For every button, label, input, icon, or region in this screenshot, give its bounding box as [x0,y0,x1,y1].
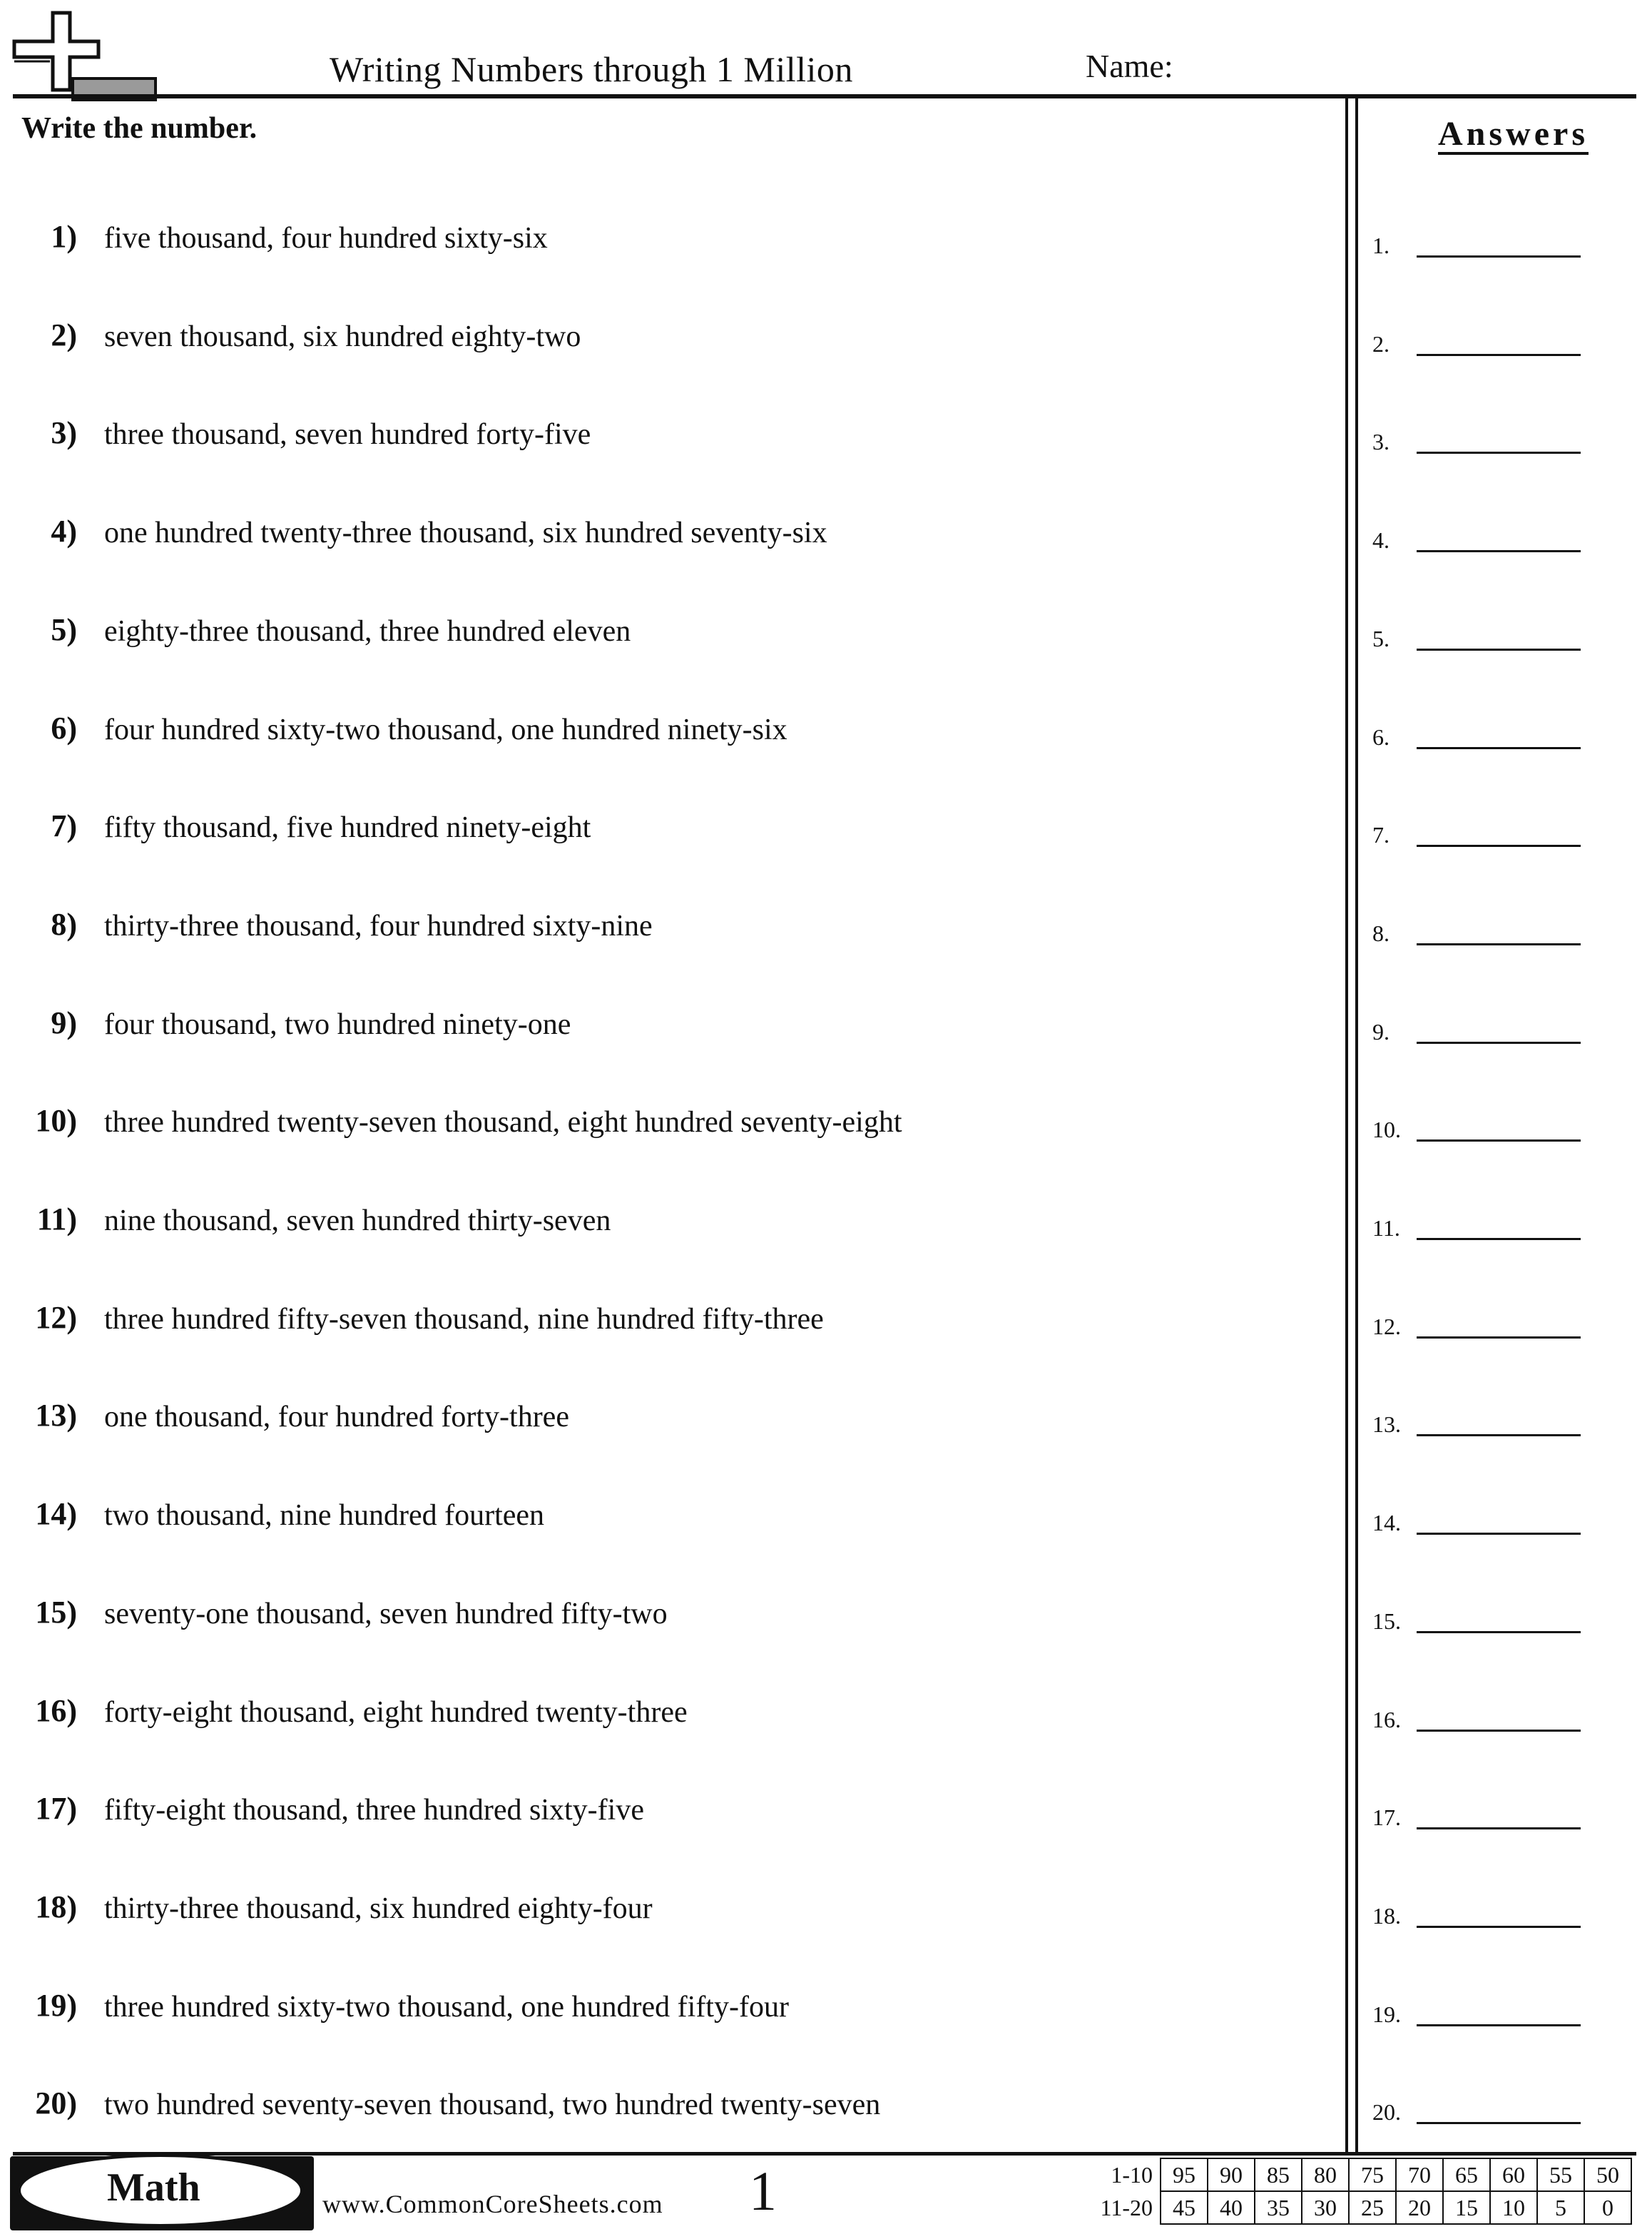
problem-row [0,906,1341,963]
answer-blank[interactable] [1417,649,1581,651]
problem-number: 2) [51,317,77,352]
score-cell: 40 [1208,2191,1255,2224]
problem-row [0,1790,1341,1847]
problem-number: 4) [51,514,77,549]
problem-row [0,1889,1341,1946]
score-cell: 65 [1443,2158,1490,2191]
problem-text: five thousand, four hundred sixty-six [104,222,548,255]
name-label: Name: [1086,48,1173,84]
problem-row [0,2085,1341,2142]
score-row-label: 11-20 [1100,2194,1153,2220]
answer-row [1370,910,1641,968]
score-cell: 85 [1255,2158,1302,2191]
problem-row [0,1005,1341,1062]
answer-row [1370,517,1641,574]
problem-text: two hundred seventy-seven thousand, two hundred twenty-seven [104,2088,881,2122]
problem-number: 11) [36,1202,77,1237]
score-cell: 50 [1584,2158,1631,2191]
answer-number: 4. [1372,527,1390,554]
answer-blank[interactable] [1417,452,1581,454]
answer-number: 2. [1372,330,1390,357]
problem-number: 5) [51,611,77,647]
answer-row [1370,1107,1641,1164]
answer-row [1370,1304,1641,1361]
answer-blank[interactable] [1417,1042,1581,1044]
answer-row [1370,1500,1641,1557]
problem-number: 6) [51,710,77,746]
answer-column-divider-inner [1355,98,1358,2153]
answer-row [1370,2089,1641,2146]
answer-number: 1. [1372,233,1390,258]
problem-row [0,710,1341,767]
answer-column-divider [1345,98,1348,2153]
answer-row [1370,1205,1641,1262]
score-cell: 95 [1161,2158,1208,2191]
score-cell: 10 [1490,2191,1537,2224]
answer-row [1370,1697,1641,1754]
answer-number: 19. [1372,2001,1401,2027]
answer-row [1370,1991,1641,2048]
score-cell: 35 [1255,2191,1302,2224]
answer-number: 12. [1372,1313,1401,1339]
problem-text: fifty-eight thousand, three hundred sixty-five [104,1794,644,1827]
answer-row [1370,812,1641,869]
problem-number: 1) [51,219,77,254]
answer-blank[interactable] [1417,845,1581,847]
answer-number: 20. [1372,2099,1401,2126]
score-cell: 15 [1443,2191,1490,2224]
problem-text: three hundred twenty-seven thousand, eight hundred seventy-eight [104,1106,902,1139]
answer-number: 14. [1372,1510,1401,1536]
problem-text: one hundred twenty-three thousand, six hundred seventy-six [104,517,827,550]
problem-row [0,1397,1341,1454]
answer-blank[interactable] [1417,747,1581,749]
answer-blank[interactable] [1417,1238,1581,1240]
problem-text: seventy-one thousand, seven hundred fifty-two [104,1597,668,1630]
score-cell: 70 [1396,2158,1443,2191]
problem-row [0,415,1341,472]
problem-text: three hundred fifty-seven thousand, nine hundred fifty-three [104,1302,824,1336]
math-logo-text: Math [107,2166,200,2210]
answer-blank[interactable] [1417,1730,1581,1732]
score-cell: 25 [1349,2191,1396,2224]
score-cell: 75 [1349,2158,1396,2191]
problem-number: 19) [35,1987,77,2023]
score-cell: 55 [1537,2158,1584,2191]
problem-row [0,1102,1341,1159]
score-cell: 0 [1584,2191,1631,2224]
problem-text: thirty-three thousand, six hundred eighty-four [104,1892,653,1925]
problem-number: 10) [35,1103,77,1139]
answer-row [1370,1598,1641,1655]
problem-number: 7) [51,808,77,844]
answer-blank[interactable] [1417,2122,1581,2124]
answer-blank[interactable] [1417,1434,1581,1436]
problem-number: 20) [35,2086,77,2121]
problem-row [0,513,1341,570]
score-cell: 45 [1161,2191,1208,2224]
score-row [1074,2158,1631,2191]
problem-number: 14) [35,1496,77,1532]
answer-blank[interactable] [1417,943,1581,945]
problem-text: nine thousand, seven hundred thirty-seven [104,1204,611,1237]
answer-blank[interactable] [1417,1139,1581,1142]
score-cell: 20 [1396,2191,1443,2224]
problem-text: seven thousand, six hundred eighty-two [104,320,581,353]
problem-row [0,218,1341,275]
score-cell: 60 [1490,2158,1537,2191]
score-cell: 80 [1302,2158,1349,2191]
problem-text: two thousand, nine hundred fourteen [104,1499,545,1533]
answer-row [1370,616,1641,673]
answer-number: 13. [1372,1411,1401,1438]
problem-row [0,1987,1341,2044]
problem-row [0,1692,1341,1750]
answer-number: 9. [1372,1018,1390,1045]
answer-blank[interactable] [1417,1926,1581,1928]
problem-text: four hundred sixty-two thousand, one hundred ninety-six [104,713,787,746]
score-row [1074,2191,1631,2224]
answer-blank[interactable] [1417,255,1581,258]
problem-number: 18) [35,1889,77,1924]
header-divider [13,94,1636,98]
answer-row [1370,714,1641,771]
page-number: 1 [749,2160,777,2222]
answer-blank[interactable] [1417,1336,1581,1339]
answer-row [1370,1009,1641,1066]
answer-number: 6. [1372,724,1390,750]
answer-row [1370,321,1641,378]
problem-number: 15) [35,1594,77,1630]
answer-number: 15. [1372,1608,1401,1634]
problem-text: three thousand, seven hundred forty-five [104,418,591,452]
worksheet-title: Writing Numbers through 1 Million [330,49,853,89]
answer-number: 18. [1372,1902,1401,1929]
footer-divider [13,2152,1636,2156]
problem-text: forty-eight thousand, eight hundred twenty-three [104,1695,688,1729]
problem-text: eighty-three thousand, three hundred eleven [104,614,631,648]
problem-text: three hundred sixty-two thousand, one hundred fifty-four [104,1990,789,2024]
answer-blank[interactable] [1417,1533,1581,1535]
problem-row [0,1299,1341,1356]
problem-row [0,611,1341,669]
answer-row [1370,223,1641,280]
score-cell: 5 [1537,2191,1584,2224]
answer-row [1370,1794,1641,1852]
score-table [1074,2158,1632,2225]
answer-number: 7. [1372,822,1390,848]
score-cell: 30 [1302,2191,1349,2224]
answer-number: 17. [1372,1804,1401,1831]
answer-number: 16. [1372,1706,1401,1732]
answer-number: 11. [1372,1215,1400,1241]
problem-number: 13) [35,1398,77,1433]
problem-number: 12) [35,1299,77,1335]
answer-number: 10. [1372,1117,1401,1143]
answer-blank[interactable] [1417,550,1581,552]
answer-blank[interactable] [1417,354,1581,356]
problem-text: one thousand, four hundred forty-three [104,1401,569,1434]
answer-number: 3. [1372,429,1390,455]
problem-text: four thousand, two hundred ninety-one [104,1007,571,1041]
answer-number: 8. [1372,920,1390,946]
answer-number: 5. [1372,625,1390,651]
problem-number: 16) [35,1692,77,1728]
problem-number: 17) [35,1791,77,1827]
score-row-label: 1-10 [1111,2161,1153,2188]
plus-sign-logo-icon [10,10,160,104]
answer-blank[interactable] [1417,1827,1581,1829]
problem-row [0,808,1341,865]
answer-row [1370,419,1641,476]
problem-number: 9) [51,1005,77,1040]
score-cell: 90 [1208,2158,1255,2191]
answers-heading: Answers [1438,115,1589,153]
problem-row [0,317,1341,374]
problem-row [0,1201,1341,1258]
problem-row [0,1496,1341,1553]
answer-blank[interactable] [1417,2024,1581,2026]
problem-number: 3) [51,415,77,451]
answer-row [1370,1401,1641,1458]
problem-row [0,1594,1341,1651]
instructions: Write the number. [21,112,258,145]
problem-text: fifty thousand, five hundred ninety-eight [104,811,591,845]
footer-url: www.CommonCoreSheets.com [322,2190,663,2218]
problem-text: thirty-three thousand, four hundred sixty-nine [104,909,653,943]
problem-number: 8) [51,906,77,942]
answer-row [1370,1893,1641,1950]
answer-blank[interactable] [1417,1631,1581,1633]
